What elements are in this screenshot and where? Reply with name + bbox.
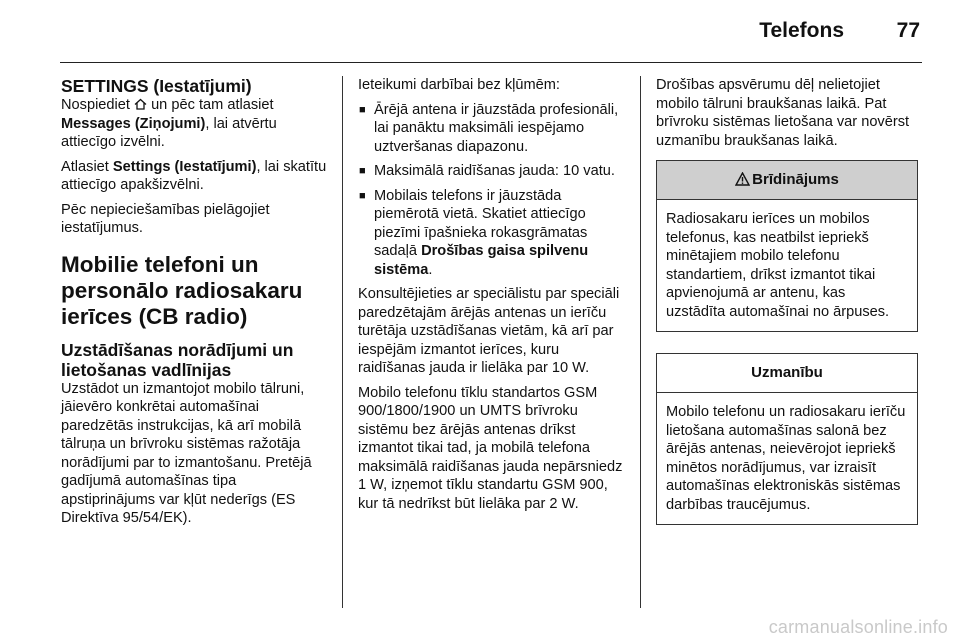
list-item: ■ Ārējā antena ir jāuzstāda profesionāli, lai panāktu maksimāli iespējamo uztveršanas diapazonu. <box>358 101 626 157</box>
paragraph <box>61 96 331 152</box>
watermark: carmanualsonline.info <box>768 617 948 637</box>
page-header-title: Telefons <box>759 19 844 42</box>
column-divider <box>342 76 343 608</box>
warning-box <box>656 160 918 332</box>
caution-box <box>656 353 918 525</box>
text: . <box>428 261 433 278</box>
recommendations-list <box>358 101 626 280</box>
warning-title: Brīdinājums <box>752 171 839 188</box>
warning-box-body: Radiosakaru ierīces un mobilos telefonus, kas neatbilst iepriekš minētajiem mobilo telefonu standartiem, drīkst izmantot tikai apvienojumā ar antenu, kas uzstādīta automašīnai no ārpuses. <box>666 211 890 320</box>
warning-triangle-icon <box>735 172 750 186</box>
paragraph: Drošības apsvērumu dēļ nelietojiet mobilo tālruni braukšanas laikā. Pat brīvroku sistēmas lietošana var novērst uzmanību braukšanas laikā. <box>656 77 910 149</box>
caution-title: Uzmanību <box>751 364 823 381</box>
caution-box-header <box>657 354 917 393</box>
section-heading: Mobilie telefoni un personālo radiosakaru ierīces (CB radio) <box>61 251 303 329</box>
column-divider <box>640 76 641 608</box>
paragraph: Ieteikumi darbībai bez kļūmēm: <box>358 77 560 93</box>
settings-heading: SETTINGS (Iestatījumi) <box>61 76 252 96</box>
paragraph: Pēc nepieciešamības pielāgojiet iestatījumus. <box>61 201 270 236</box>
page-number: 77 <box>896 19 920 42</box>
menu-reference: Messages (Ziņojumi) <box>61 115 206 132</box>
text: , lai skatītu attiecīgo apakšizvēlni. <box>61 158 327 193</box>
list-item <box>358 187 626 280</box>
text: , lai atvērtu attiecīgo izvēlni. <box>61 115 277 150</box>
list-item: ■ Maksimālā raidīšanas jauda: 10 vatu. <box>358 162 626 181</box>
text: Atlasiet <box>61 158 113 175</box>
caution-box-body: Mobilo telefonu un radiosakaru ierīču lietošana automašīnas salonā bez ārējās antenas, neievērojot iepriekš minētos norādījumus, var izraisīt automašīnas elektroniskās sistēmas darbības traucējumus. <box>666 404 906 513</box>
home-icon <box>134 98 147 110</box>
subsection-heading: Uzstādīšanas norādījumi un lietošanas vadlīnijas <box>61 339 294 380</box>
text: Nospiediet <box>61 97 135 113</box>
text: un pēc tam atlasiet <box>147 97 274 113</box>
paragraph: Uzstādot un izmantojot mobilo tālruni, jāievēro konkrētai automašīnai paredzētās instrukcijas, kā arī mobilā tālruņa un brīvroku sistēmas ražotāja norādījumi par to izmantošanu. Pretējā gadījumā automašīnas tipa apstiprinājums var kļūt nederīgs (ES Direktīva 95/54/EK). <box>61 380 312 526</box>
section-reference: Drošības gaisa spilvenu sistēma <box>374 243 589 278</box>
paragraph: Mobilo telefonu tīklu standartos GSM 900/1800/1900 un UMTS brīvroku sistēmu bez ārējās antenas drīkst izmantot tikai tad, ja mobilā telefona maksimālā raidīšanas jauda nepārsniedz 1 W, izņemot tīklu standartu GSM 900, kur tā nedrīkst būt lielāka par 2 W. <box>358 384 623 512</box>
menu-reference: Settings (Iestatījumi) <box>112 158 257 175</box>
column-middle <box>358 76 626 519</box>
column-left <box>61 76 331 534</box>
warning-box-header <box>657 161 917 200</box>
column-right <box>656 76 918 525</box>
text: Mobilais telefons ir jāuzstāda piemērotā vietā. Skatiet attiecīgo piezīmi īpašnieka rokasgrāmatas sadaļā <box>374 187 588 259</box>
page-header <box>60 0 922 63</box>
paragraph <box>61 158 331 195</box>
paragraph: Konsultējieties ar speciālistu par speciāli paredzētajām ārējās antenas un ierīču turētāja uzstādīšanas vietām, kā arī par iespējām izmantot ierīces, kuru raidīšanas jauda ir lielāka par 10 W. <box>358 286 620 376</box>
